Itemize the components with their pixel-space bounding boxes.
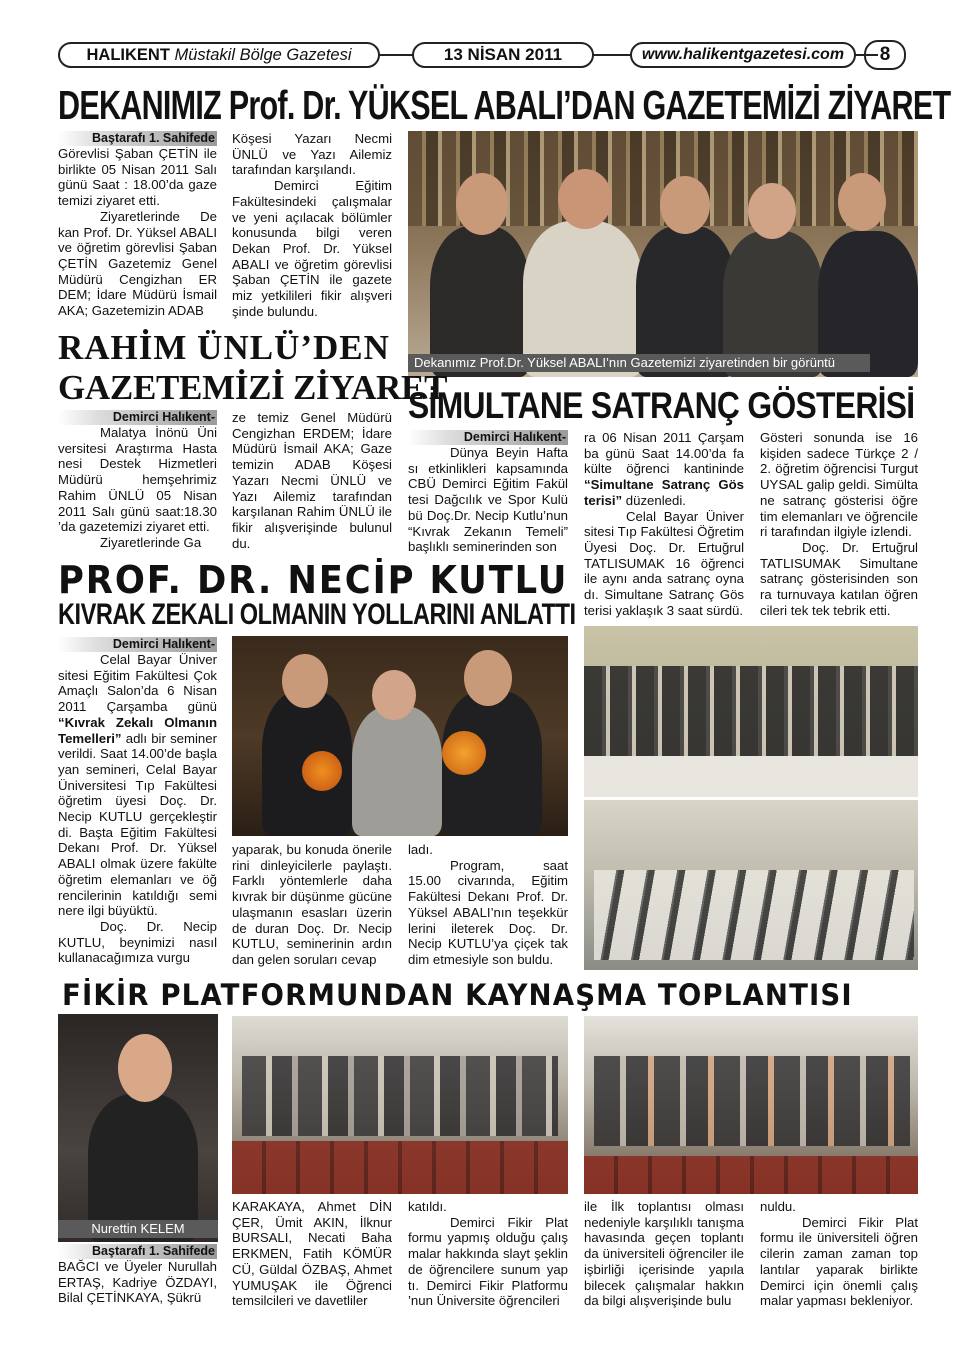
- article3-tag: Demirci Halıkent-: [408, 430, 568, 445]
- article5-col5: [760, 1199, 918, 1309]
- article5-col1-p1: BAĞCI ve Üyeler Nurullah ERTAŞ, Kadriye ÖZDAYI, Bilal ÇETİNKAYA, Şükrü: [58, 1259, 217, 1306]
- article5-photo-audience2: [584, 1016, 918, 1194]
- article5-col2-p1: KARAKAYA, Ahmet DİN ÇER, Ümit AKIN, İlknur BURSALI, Necati Baha ERKMEN, Fatih KÖMÜR CÜ, Güldal ÖZBAŞ, Ahmet YUMUŞAK ile Öğrenci temsilcileri ve davetliler: [232, 1199, 392, 1309]
- article4-col2-p1: yaparak, bu konuda önerile rini dinleyicilerle paylaştı. Farklı yöntemlerle daha kıvrak bir düşünme gücüne ulaşmanın esasları üzerin de duran Doç. Dr. Necip KUTLU, seminerinin ardın dan gelen soruları cevap: [232, 842, 392, 967]
- article1-col1: [58, 131, 217, 319]
- article5-photo-speaker: [58, 1014, 218, 1242]
- article4-col1-p2: Doç. Dr. Necip KUTLU, beynimizi nasıl kullanacağımıza vurgu: [58, 918, 217, 966]
- chess-table: [584, 756, 918, 797]
- article2-col1: [58, 410, 217, 551]
- article2-col2: [232, 410, 392, 551]
- article1-col1-p2: Ziyaretlerinde De kan Prof. Dr. Yüksel ABALI ve öğretim görevlisi Şaban ÇETİN Gazetemiz Genel Müdürü Cengizhan ER DEM; İdare Müdürü İsmail AKA; Gazetemizin ADAB: [58, 208, 217, 319]
- website: www.halikentgazetesi.com: [630, 42, 856, 68]
- article2-col1-p1: Malatya İnönü Üni versitesi Araştırma Hasta nesi Destek Hizmetleri Müdürü hemşehrimiz Rahim ÜNLÜ 05 Nisan 2011 Salı günü saat:18.30 ’da gazetemizi ziyaret etti.: [58, 425, 217, 535]
- article3-col2-text-a: ra 06 Nisan 2011 Çarşam ba günü Saat 14.00’da fa külte öğrenci kantininde: [584, 430, 744, 477]
- article5-col3-p2: Demirci Fikir Plat formu yapmış olduğu çalış malar hakkında slayt şeklin de öğrencilere sunum yap tı. Demirci Fikir Platformu ’nun Üniversite öğrencileri: [408, 1214, 568, 1309]
- article5-headline: FİKİR PLATFORMUNDAN KAYNAŞMA TOPLANTISI: [62, 978, 853, 1012]
- article4-col3-p1: ladı.: [408, 842, 433, 857]
- article1-col2: [232, 131, 392, 319]
- article3-col2-p1: [584, 430, 744, 509]
- article4-col1-bold: “Kıvrak Zekalı Olmanın Temelleri”: [58, 714, 217, 746]
- issue-date: 13 NİSAN 2011: [412, 42, 594, 68]
- article3-col2-bold: “Simultane Satranç Gös terisi”: [584, 477, 744, 508]
- article3-col1: [408, 430, 568, 555]
- article5-col3: [408, 1199, 568, 1309]
- article4-headline-line2: KIVRAK ZEKALI OLMANIN YOLLARINI ANLATTI: [58, 598, 576, 631]
- article2-col2-p1: ze temiz Genel Müdürü Cengizhan ERDEM; İdare Müdürü İsmail AKA; Gaze temizin ADAB Köşesi Yazarı Necmi ÜNLÜ ve Yazı Ailemiz tarafından karşılanan Rahim ÜNLÜ ile fikir alışverişinde bulunul du.: [232, 410, 392, 551]
- article5-col2: [232, 1199, 392, 1309]
- article2-headline-line2: GAZETEMİZİ ZİYARET: [58, 368, 448, 407]
- article4-col2: [232, 842, 392, 968]
- article5-tag: Baştarafı 1. Sahifede: [58, 1244, 217, 1259]
- article4-headline-line1: PROF. DR. NECİP KUTLU: [58, 558, 569, 602]
- article5-col4-p1: ile İlk toplantısı olması nedeniyle karşılıklı tanışma havasında geçen toplantı da üniversiteli öğrenciler ile işbirliği içerisinde yapıla bilecek çalışmalar hakkın da bilgi alışverişinde bulu: [584, 1199, 744, 1309]
- article4-tag: Demirci Halıkent-: [58, 637, 217, 652]
- article3-col2: [584, 430, 744, 618]
- article1-col1-p1: Görevlisi Şaban ÇETİN ile birlikte 05 Nisan 2011 Salı günü Saat : 18.00’da gaze temizi ziyaret etti.: [58, 146, 217, 209]
- article3-col2-p2: Celal Bayar Üniver sitesi Tıp Fakültesi Öğretim Üyesi Doç. Dr. Ertuğrul TATLISUMAK 16 öğrenci ile aynı anda satranç oyna dı. Simultane Satranç Gös terisi yaklaşık 3 saat sürdü.: [584, 508, 744, 618]
- article3-col3: [760, 430, 918, 618]
- article3-col3-p1: Gösteri sonunda ise 16 kişiden sadece Türkçe 2 / 2. öğretim öğrencisi Turgut UYSAL galip geldi. Simülta ne satranç gösterisi öğre tim elemanları ve öğrencile ri tarafından ilgiyle izlendi.: [760, 430, 918, 540]
- article2-tag: Demirci Halıkent-: [58, 410, 217, 425]
- article4-col1: [58, 637, 217, 966]
- paper-name: [58, 42, 380, 68]
- article1-photo: [408, 131, 918, 377]
- article4-col1-text-a: Celal Bayar Üniver sitesi Eğitim Fakültesi Çok Amaçlı Salon’da 6 Nisan 2011 Çarşamba günü: [58, 652, 217, 715]
- article5-col1: [58, 1244, 217, 1306]
- page-number: 8: [864, 40, 906, 70]
- article3-photo-group: [584, 626, 918, 797]
- article3-col3-p2: Doç. Dr. Ertuğrul TATLISUMAK Simultane satranç gösterisinden son ra turnuvaya katılan öğren cileri tek tek tebrik etti.: [760, 539, 918, 618]
- article5-photo-audience1: [232, 1016, 568, 1194]
- article4-col3: [408, 842, 568, 968]
- article5-col5-p1: nuldu.: [760, 1199, 796, 1214]
- article4-col1-text-b: adlı bir seminer verildi. Saat 14.00’de başla yan semineri, Celal Bayar Üniversitesi Tıp Fakültesi öğretim üyesi Doç. Dr. Necip KUTLU gerçekleştir di. Başta Eğitim Fakültesi Dekanı Prof. Dr. Yüksel ABALI olmak üzere fakülte öğretim elemanları ve öğ rencilerinin katıldığı semi nere ilgi büyüktü.: [58, 730, 217, 919]
- article5-col3-p1: katıldı.: [408, 1199, 447, 1214]
- article3-col1-p1: Dünya Beyin Hafta sı etkinlikleri kapsamında CBÜ Demirci Eğitim Fakül tesi Dağcılık ve Spor Kulü bü Doç.Dr. Necip Kutlu’nun “Kıvrak Zekanın Temeli” başlıklı seminerinden son: [408, 445, 568, 555]
- paper-name-italic: Müstakil Bölge Gazetesi: [174, 45, 352, 64]
- article4-col3-p2: Program, saat 15.00 civarında, Eğitim Fakültesi Dekanı Prof. Dr. Yüksel ABALI’nın teşekkür lerini ileterek Doç. Dr. Necip KUTLU’ya çiçek tak dim etmesiyle son buldu.: [408, 857, 568, 967]
- article5-col4: [584, 1199, 744, 1309]
- article1-headline: DEKANIMIZ Prof. Dr. YÜKSEL ABALI’DAN GAZETEMİZİ ZİYARET: [58, 82, 951, 128]
- article1-photo-caption: Dekanımız Prof.Dr. Yüksel ABALI’nın Gazetemizi ziyaretinden bir görüntü: [408, 354, 870, 372]
- article5-col5-p2: Demirci Fikir Plat formu ile üniversiteli öğren cilerin zaman zaman top lantılar yaparak birlikte Demirci için önemli çalış malar yapması bekleniyor.: [760, 1214, 918, 1309]
- article3-headline: SİMULTANE SATRANÇ GÖSTERİSİ: [408, 385, 915, 426]
- article4-col1-p1: [58, 652, 217, 919]
- article3-col2-text-b: düzenledi.: [625, 492, 686, 508]
- paper-name-bold: HALIKENT: [86, 45, 170, 64]
- article1-tag: Baştarafı 1. Sahifede: [58, 131, 217, 146]
- article1-col2-p2: Demirci Eğitim Fakültesindeki çalışmalar ve yeni açılacak bölümler konusunda bilgi veren Dekan Prof. Dr. Yüksel ABALI ve öğretim görevlisi Şaban ÇETİN ile gazete miz yetkilileri fikir alışveri şinde bulundu.: [232, 178, 392, 319]
- article1-col2-p1: Köşesi Yazarı Necmi ÜNLÜ ve Yazı Ailemiz tarafından karşılandı.: [232, 131, 392, 178]
- article2-col1-p2: Ziyaretlerinde Ga: [100, 534, 202, 550]
- flower-bouquet: [442, 731, 486, 775]
- article5-photo-caption: Nurettin KELEM: [58, 1220, 218, 1238]
- flower-bouquet: [302, 751, 342, 791]
- article2-headline-line1: RAHİM ÜNLÜ’DEN: [58, 328, 390, 367]
- article4-photo: [232, 636, 568, 836]
- article3-photo-hall: [584, 800, 918, 970]
